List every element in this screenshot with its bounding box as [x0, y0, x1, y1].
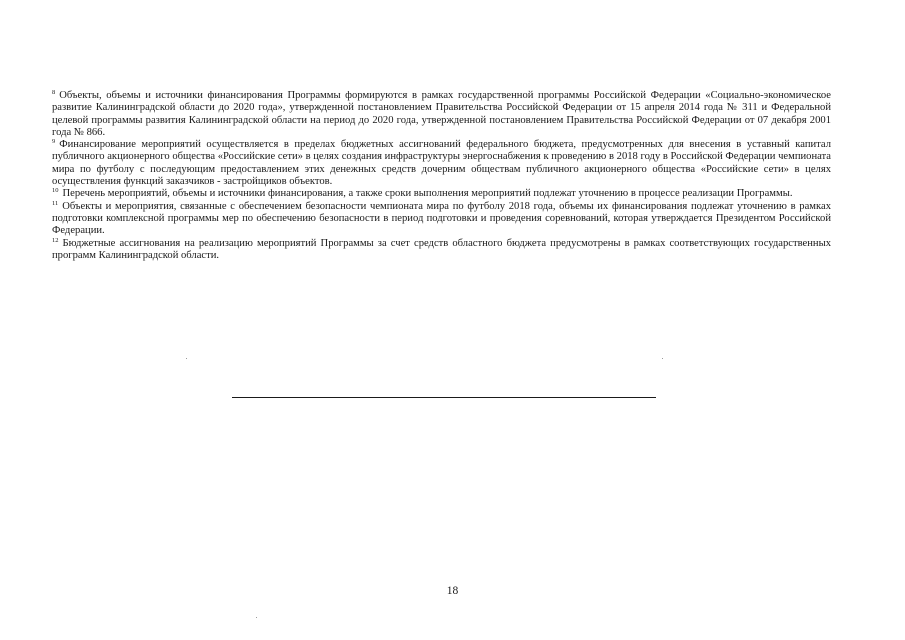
footnote-number: 9 [52, 138, 56, 146]
footnote-text: Перечень мероприятий, объемы и источники финансирования, а также сроки выполнения мероприятий подлежат уточнению в процессе реализации Программы. [62, 188, 793, 200]
footnote-number: 10 [52, 187, 59, 195]
scan-speck [662, 358, 663, 359]
footnotes-section [52, 90, 831, 262]
footnote-9 [52, 139, 831, 188]
scan-speck [186, 358, 187, 359]
footnote-text: Финансирование мероприятий осуществляется в пределах бюджетных ассигнований федерального бюджета, предусмотренных для внесения в уставный капитал публичного акционерного общества «Российские сети» в целях создания инфраструктуры энергоснабжения к проведению в 2018 году в Российской Федерации чемпионата мира по футболу с последующим предоставлением этих денежных средств дочерним обществам публичного акционерного общества «Российские сети» в целях осуществления функций заказчиков - застройщиков объектов. [52, 139, 832, 188]
page-number: 18 [446, 585, 459, 597]
scan-speck [256, 617, 257, 618]
footnote-12 [52, 238, 831, 263]
footnote-text: Бюджетные ассигнования на реализацию мероприятий Программы за счет средств областного бюджета предусмотрены в рамках соответствующих государственных программ Калининградской области. [52, 237, 831, 261]
footnote-text: Объекты, объемы и источники финансирования Программы формируются в рамках государственной программы Российской Федерации «Социально-экономическое развитие Калининградской области до 2020 года», утвержденной постановлением Правительства Российской Федерации от 15 апреля 2014 года № 311 и Федеральной целевой программы развития Калининградской области на период до 2020 года, утвержденной постановлением Правительства Российской Федерации от 07 декабря 2001 года № 866. [52, 90, 831, 138]
horizontal-divider [232, 397, 656, 398]
footnote-number: 11 [52, 199, 59, 207]
footnote-11 [52, 201, 831, 238]
footnote-text: Объекты и мероприятия, связанные с обеспечением безопасности чемпионата мира по футболу 2018 года, объемы их финансирования подлежат уточнению в рамках подготовки комплексной программы мер по обеспечению безопасности в период подготовки и проведения соревнований, которая утверждается Президентом Российской Федерации. [52, 200, 831, 237]
footnote-number: 12 [52, 236, 59, 244]
footnote-number: 8 [52, 89, 56, 96]
footnote-8 [52, 90, 831, 139]
footnote-10 [52, 188, 831, 200]
